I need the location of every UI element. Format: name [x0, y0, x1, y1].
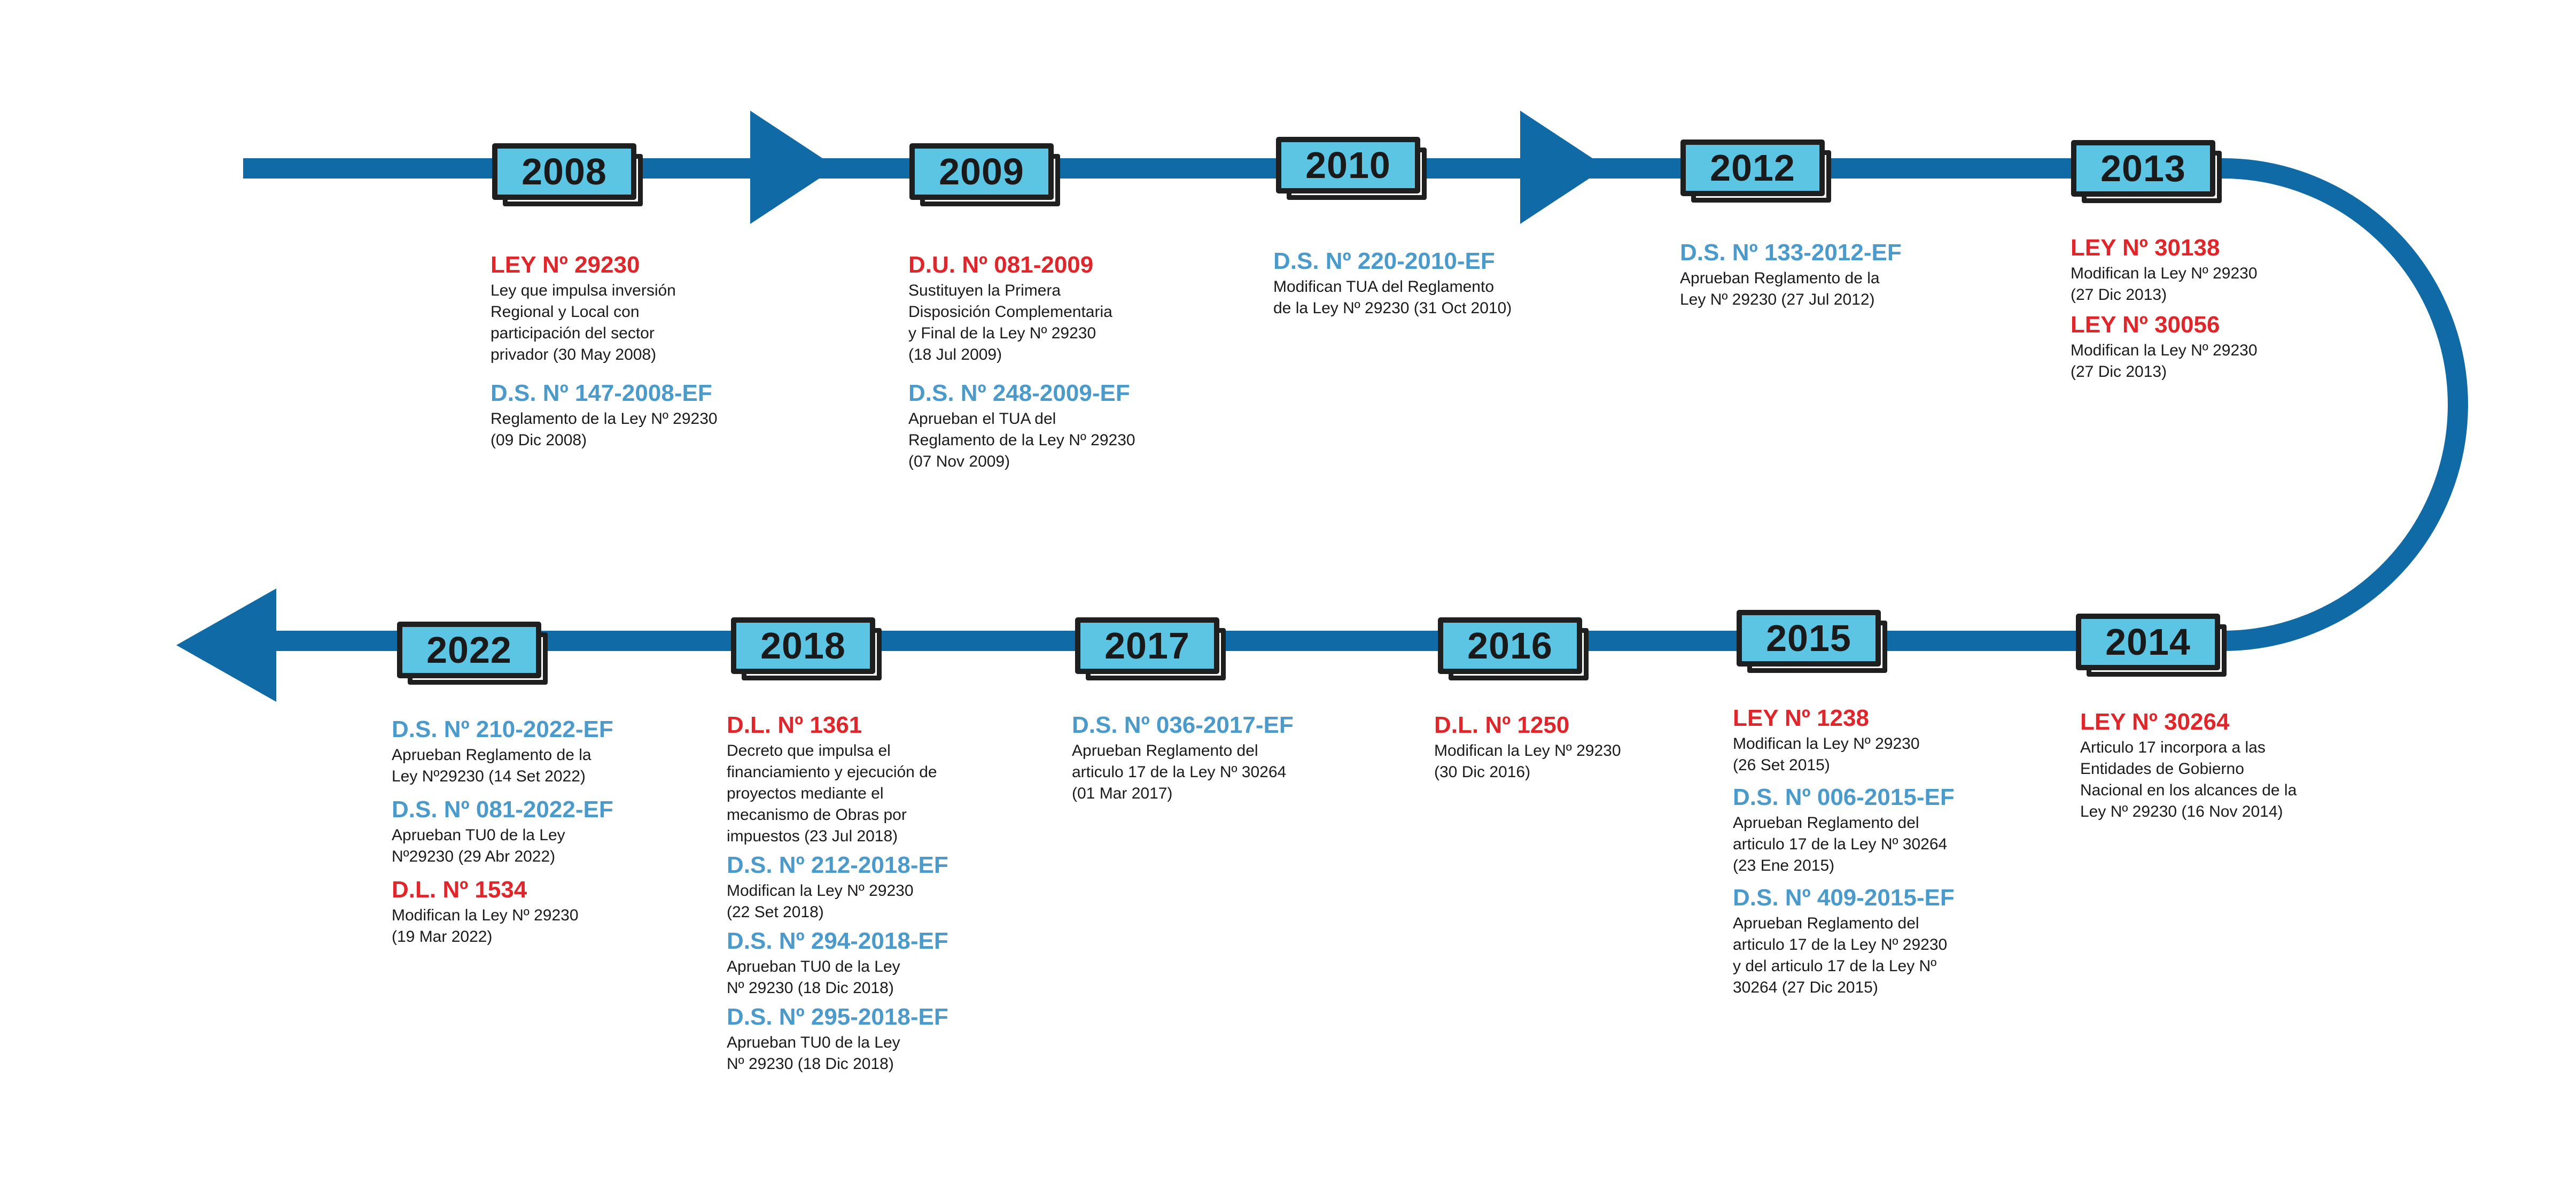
entry — [908, 251, 1186, 366]
entry-description: Aprueban Reglamento del articulo 17 de la Ley Nº 30264 (01 Mar 2017) — [1072, 742, 1287, 802]
entry — [1733, 884, 2011, 998]
entry-description: Aprueban el TUA del Reglamento de la Ley Nº 29230 (07 Nov 2009) — [908, 410, 1135, 470]
entry — [1273, 247, 1573, 319]
entry-title: D.U. Nº 081-2009 — [908, 252, 1094, 278]
year-box-2013 — [2071, 140, 2215, 197]
year-box-2016 — [1438, 617, 1582, 674]
entry-description: Decreto que impulsa el financiamiento y ejecución de proyectos mediante el mecanismo de Obras por impuestos (23 Jul 2018) — [727, 742, 937, 845]
entry-title: LEY Nº 30264 — [2080, 709, 2230, 735]
entry-title: D.S. Nº 294-2018-EF — [727, 928, 948, 954]
year-box-2017 — [1075, 617, 1219, 674]
entry-description: Aprueban TU0 de la Ley Nº29230 (29 Abr 2022) — [392, 826, 565, 865]
year-box-2015 — [1737, 610, 1881, 667]
entries-2013 — [2071, 234, 2338, 397]
entry-description: Aprueban Reglamento de la Ley Nº 29230 (27 Jul 2012) — [1680, 269, 1880, 308]
year-box-2018 — [731, 617, 875, 674]
entries-2012 — [1680, 239, 1958, 324]
entry-description: Modifican la Ley Nº 29230 (19 Mar 2022) — [392, 907, 579, 946]
year-label: 2013 — [2071, 140, 2215, 197]
entry — [1680, 239, 1958, 311]
entry-description: Articulo 17 incorpora a las Entidades de Gobierno Nacional en los alcances de la Ley Nº 29230 (16 Nov 2014) — [2080, 739, 2297, 820]
arrow-right-icon — [1520, 111, 1606, 224]
entry-description: Modifican la Ley Nº 29230 (22 Set 2018) — [727, 882, 914, 921]
entry-title: LEY Nº 29230 — [491, 252, 640, 278]
year-label: 2018 — [731, 617, 875, 674]
entry — [908, 379, 1186, 472]
entry — [392, 796, 670, 867]
entries-2018 — [727, 711, 1005, 1089]
entry — [1434, 711, 1691, 783]
entry-description: Ley que impulsa inversión Regional y Local con participación del sector privador (30 May 2008) — [491, 282, 676, 363]
entries-2009 — [908, 251, 1186, 486]
entry-description: Aprueban Reglamento del articulo 17 de la Ley Nº 29230 y del articulo 17 de la Ley Nº 30264 (27 Dic 2015) — [1733, 915, 1948, 996]
entry-description: Modifican la Ley Nº 29230 (27 Dic 2013) — [2071, 342, 2258, 381]
entry — [1072, 711, 1350, 804]
entry-description: Aprueban Reglamento del articulo 17 de la Ley Nº 30264 (23 Ene 2015) — [1733, 814, 1948, 874]
year-box-2010 — [1276, 137, 1420, 193]
entry-title: LEY Nº 30138 — [2071, 235, 2220, 261]
year-label: 2022 — [397, 622, 541, 678]
entry — [1733, 704, 2011, 776]
entries-2022 — [392, 716, 670, 962]
entry-title: D.L. Nº 1361 — [727, 712, 862, 738]
entry-description: Modifican la Ley Nº 29230 (30 Dic 2016) — [1434, 742, 1621, 781]
entry-title: D.S. Nº 220-2010-EF — [1273, 248, 1495, 274]
entry — [491, 379, 768, 451]
year-box-2009 — [909, 143, 1054, 200]
entries-2017 — [1072, 711, 1350, 818]
year-label: 2008 — [492, 143, 636, 200]
entries-2016 — [1434, 711, 1691, 797]
entry-description: Modifican TUA del Reglamento de la Ley Nº 29230 (31 Oct 2010) — [1273, 278, 1512, 317]
entry-description: Modifican la Ley Nº 29230 (26 Set 2015) — [1733, 735, 1920, 774]
year-label: 2014 — [2076, 614, 2220, 670]
arrow-left-icon — [176, 588, 276, 702]
entry — [2080, 708, 2358, 823]
entry-title: D.S. Nº 212-2018-EF — [727, 852, 948, 878]
year-box-2008 — [492, 143, 636, 200]
year-label: 2016 — [1438, 617, 1582, 674]
entry-title: D.S. Nº 295-2018-EF — [727, 1004, 948, 1030]
year-box-2022 — [397, 622, 541, 678]
entry-title: D.L. Nº 1250 — [1434, 712, 1570, 738]
year-label: 2017 — [1075, 617, 1219, 674]
entry-title: D.S. Nº 248-2009-EF — [908, 380, 1130, 406]
entry-title: D.L. Nº 1534 — [392, 877, 527, 903]
entry — [2071, 234, 2338, 306]
entries-2010 — [1273, 247, 1573, 333]
entry — [727, 711, 1005, 847]
entry-description: Aprueban TU0 de la Ley Nº 29230 (18 Dic 2018) — [727, 1034, 900, 1073]
entry-description: Aprueban TU0 de la Ley Nº 29230 (18 Dic 2018) — [727, 958, 900, 997]
entry-description: Reglamento de la Ley Nº 29230 (09 Dic 2008) — [491, 410, 718, 449]
entries-2015 — [1733, 704, 2011, 1012]
entry-description: Aprueban Reglamento de la Ley Nº29230 (14 Set 2022) — [392, 746, 592, 785]
entry-description: Sustituyen la Primera Disposición Complementaria y Final de la Ley Nº 29230 (18 Jul 2009) — [908, 282, 1112, 363]
entry — [2071, 311, 2338, 383]
year-label: 2009 — [909, 143, 1054, 200]
entry-title: D.S. Nº 133-2012-EF — [1680, 239, 1902, 266]
entry-title: D.S. Nº 081-2022-EF — [392, 796, 613, 823]
entry — [727, 927, 1005, 999]
year-label: 2012 — [1680, 140, 1825, 196]
year-box-2014 — [2076, 614, 2220, 670]
entries-2008 — [491, 251, 768, 465]
entry — [1733, 784, 2011, 877]
entry-title: D.S. Nº 006-2015-EF — [1733, 784, 1955, 810]
year-label: 2015 — [1737, 610, 1881, 667]
arrow-right-icon — [750, 111, 836, 224]
year-box-2012 — [1680, 140, 1825, 196]
entry-description: Modifican la Ley Nº 29230 (27 Dic 2013) — [2071, 265, 2258, 304]
year-label: 2010 — [1276, 137, 1420, 193]
entry — [727, 851, 1005, 923]
entry-title: D.S. Nº 147-2008-EF — [491, 380, 712, 406]
entry-title: D.S. Nº 409-2015-EF — [1733, 885, 1955, 911]
entries-2014 — [2080, 708, 2358, 836]
entry — [392, 716, 670, 787]
entry-title: LEY Nº 1238 — [1733, 705, 1869, 731]
entry-title: D.S. Nº 036-2017-EF — [1072, 712, 1294, 738]
entry — [392, 876, 670, 948]
entry-title: LEY Nº 30056 — [2071, 312, 2220, 338]
entry — [491, 251, 768, 366]
entry — [727, 1003, 1005, 1075]
entry-title: D.S. Nº 210-2022-EF — [392, 716, 613, 742]
